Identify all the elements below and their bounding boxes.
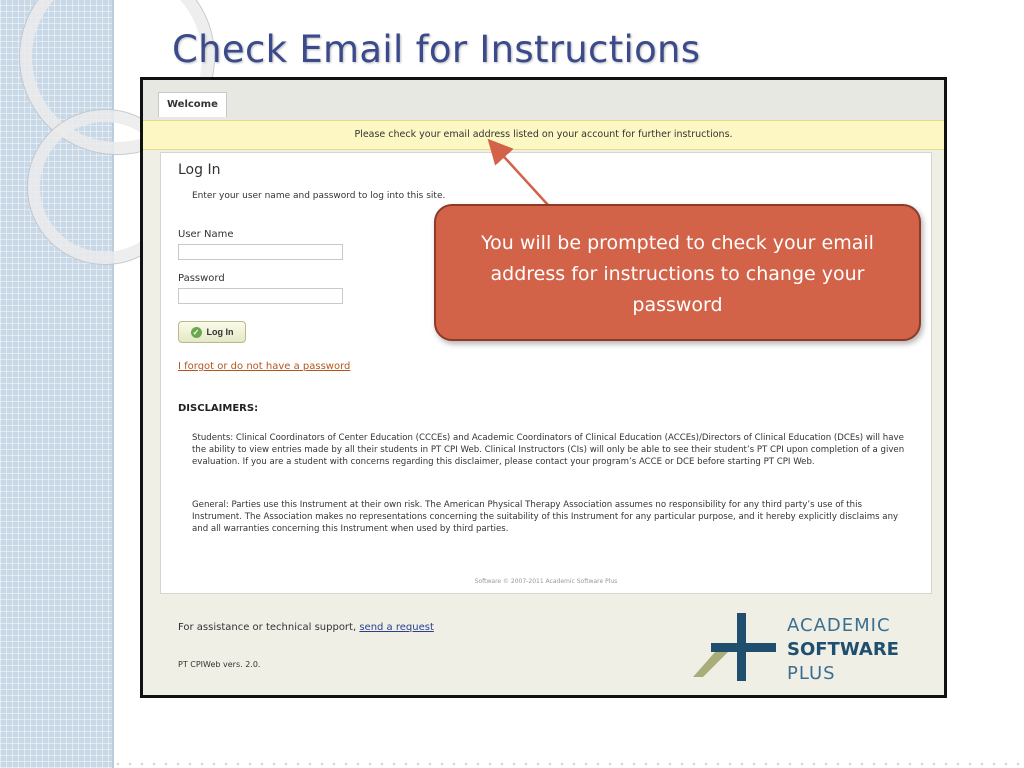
login-button[interactable] [178, 321, 246, 343]
username-label: User Name [178, 229, 234, 240]
password-label: Password [178, 273, 225, 284]
academic-software-plus-logo [693, 605, 933, 685]
check-icon: ✓ [191, 327, 202, 338]
disclaimer-general: General: Parties use this Instrument at their own risk. The American Physical Therapy Association assumes no responsibility for any third party’s use of this Instrument. The Association makes no representations concerning the suitability of this Instrument for any particular purpose, and it hereby explicitly disclaims any and all warranties concerning this Instrument when used by third parties. [192, 500, 899, 534]
logo-line-software: SOFTWARE [787, 639, 899, 660]
copyright-text: Software © 2007-2011 Academic Software Plus [474, 578, 618, 585]
notice-banner: Please check your email address listed on your account for further instructions. [143, 120, 944, 150]
plus-mark-icon [693, 605, 788, 685]
logo-line-academic: ACADEMIC [787, 615, 891, 636]
tab-bar [143, 80, 944, 120]
support-label: For assistance or technical support, [178, 622, 360, 633]
app-screenshot [140, 77, 947, 698]
disclaimers-heading: DISCLAIMERS: [178, 403, 259, 414]
callout-box [434, 204, 921, 341]
password-input[interactable] [178, 288, 343, 304]
forgot-password-link[interactable]: I forgot or do not have a password [178, 361, 351, 372]
login-button-label: Log In [206, 327, 234, 337]
login-title: Log In [178, 162, 221, 178]
send-request-link[interactable]: send a request [359, 622, 434, 633]
username-input[interactable] [178, 244, 343, 260]
slide-title: Check Email for Instructions [172, 28, 701, 71]
login-instructions: Enter your user name and password to log into this site. [192, 191, 446, 201]
support-text [178, 622, 434, 633]
tab-welcome[interactable]: Welcome [158, 92, 227, 117]
callout-text: You will be prompted to check your email address for instructions to change your password [481, 232, 874, 316]
decorative-dot-border [112, 760, 1024, 768]
version-text: PT CPIWeb vers. 2.0. [178, 660, 261, 669]
logo-line-plus: PLUS [787, 663, 836, 684]
disclaimer-students: Students: Clinical Coordinators of Center Education (CCCEs) and Academic Coordinators of Clinical Education (ACCEs)/Directors of Clinical Education (DCEs) will have the ability to view entries made by all their students in PT CPI Web. Clinical Instructors (CIs) will only be able to see their student’s PT CPI upon completion of a given evaluation. If you are a student with concerns regarding this disclaimer, please contact your program’s ACCE or DCE before starting PT CPI Web. [192, 433, 905, 467]
